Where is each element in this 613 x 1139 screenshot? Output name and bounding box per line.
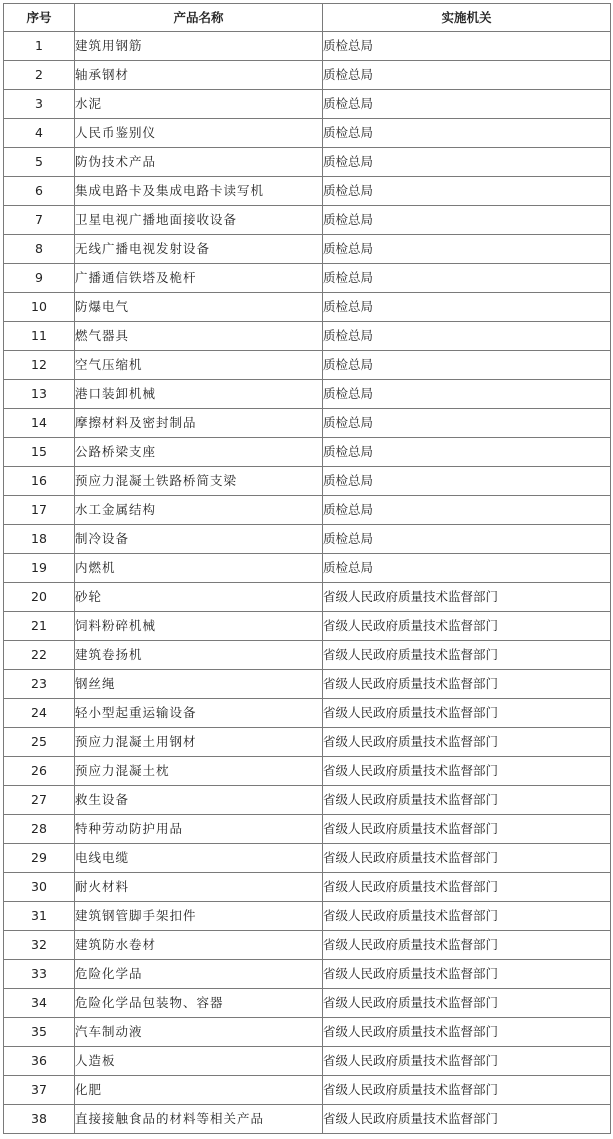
product-name-cell: 汽车制动液 <box>75 1018 323 1047</box>
serial-number-cell: 8 <box>4 235 75 264</box>
table-row <box>4 989 611 1018</box>
product-name-cell: 燃气器具 <box>75 322 323 351</box>
agency-cell: 省级人民政府质量技术监督部门 <box>323 844 611 873</box>
product-name-cell: 建筑用钢筋 <box>75 32 323 61</box>
product-name-cell: 建筑防水卷材 <box>75 931 323 960</box>
table-row <box>4 322 611 351</box>
product-name-cell: 无线广播电视发射设备 <box>75 235 323 264</box>
table-row <box>4 612 611 641</box>
agency-cell: 省级人民政府质量技术监督部门 <box>323 612 611 641</box>
agency-cell: 省级人民政府质量技术监督部门 <box>323 815 611 844</box>
serial-number-cell: 30 <box>4 873 75 902</box>
agency-cell: 质检总局 <box>323 90 611 119</box>
table-row <box>4 235 611 264</box>
agency-cell: 质检总局 <box>323 293 611 322</box>
table-row <box>4 119 611 148</box>
table-row <box>4 728 611 757</box>
product-name-cell: 摩擦材料及密封制品 <box>75 409 323 438</box>
serial-number-cell: 34 <box>4 989 75 1018</box>
agency-cell: 质检总局 <box>323 264 611 293</box>
table-row <box>4 409 611 438</box>
table-row <box>4 1047 611 1076</box>
agency-cell: 质检总局 <box>323 322 611 351</box>
agency-cell: 省级人民政府质量技术监督部门 <box>323 728 611 757</box>
serial-number-cell: 21 <box>4 612 75 641</box>
serial-number-cell: 35 <box>4 1018 75 1047</box>
table-row <box>4 902 611 931</box>
product-name-cell: 轴承钢材 <box>75 61 323 90</box>
product-table <box>3 3 611 1134</box>
table-row <box>4 264 611 293</box>
serial-number-cell: 33 <box>4 960 75 989</box>
agency-cell: 省级人民政府质量技术监督部门 <box>323 1047 611 1076</box>
table-row <box>4 670 611 699</box>
table-row <box>4 699 611 728</box>
product-name-cell: 危险化学品 <box>75 960 323 989</box>
product-name-cell: 水泥 <box>75 90 323 119</box>
serial-number-cell: 9 <box>4 264 75 293</box>
product-name-cell: 人民币鉴别仪 <box>75 119 323 148</box>
serial-number-cell: 20 <box>4 583 75 612</box>
product-name-cell: 危险化学品包装物、容器 <box>75 989 323 1018</box>
table-row <box>4 438 611 467</box>
serial-number-cell: 22 <box>4 641 75 670</box>
header-implementing-agency: 实施机关 <box>323 4 611 32</box>
agency-cell: 省级人民政府质量技术监督部门 <box>323 699 611 728</box>
serial-number-cell: 32 <box>4 931 75 960</box>
serial-number-cell: 18 <box>4 525 75 554</box>
serial-number-cell: 12 <box>4 351 75 380</box>
agency-cell: 质检总局 <box>323 380 611 409</box>
product-name-cell: 空气压缩机 <box>75 351 323 380</box>
serial-number-cell: 3 <box>4 90 75 119</box>
product-name-cell: 建筑卷扬机 <box>75 641 323 670</box>
table-row <box>4 206 611 235</box>
product-name-cell: 预应力混凝土铁路桥简支梁 <box>75 467 323 496</box>
table-row <box>4 61 611 90</box>
serial-number-cell: 1 <box>4 32 75 61</box>
product-name-cell: 钢丝绳 <box>75 670 323 699</box>
product-name-cell: 轻小型起重运输设备 <box>75 699 323 728</box>
agency-cell: 省级人民政府质量技术监督部门 <box>323 989 611 1018</box>
table-row <box>4 873 611 902</box>
agency-cell: 质检总局 <box>323 177 611 206</box>
serial-number-cell: 28 <box>4 815 75 844</box>
table-row <box>4 148 611 177</box>
header-product-name: 产品名称 <box>75 4 323 32</box>
product-name-cell: 直接接触食品的材料等相关产品 <box>75 1105 323 1134</box>
serial-number-cell: 5 <box>4 148 75 177</box>
serial-number-cell: 14 <box>4 409 75 438</box>
table-row <box>4 351 611 380</box>
table-row <box>4 1105 611 1134</box>
agency-cell: 质检总局 <box>323 496 611 525</box>
agency-cell: 质检总局 <box>323 467 611 496</box>
table-row <box>4 467 611 496</box>
agency-cell: 省级人民政府质量技术监督部门 <box>323 583 611 612</box>
table-row <box>4 931 611 960</box>
table-row <box>4 90 611 119</box>
serial-number-cell: 23 <box>4 670 75 699</box>
table-row <box>4 380 611 409</box>
agency-cell: 省级人民政府质量技术监督部门 <box>323 873 611 902</box>
table-row <box>4 1076 611 1105</box>
table-row <box>4 32 611 61</box>
serial-number-cell: 26 <box>4 757 75 786</box>
product-name-cell: 预应力混凝土枕 <box>75 757 323 786</box>
agency-cell: 质检总局 <box>323 351 611 380</box>
table-header <box>4 4 611 32</box>
serial-number-cell: 15 <box>4 438 75 467</box>
table-row <box>4 496 611 525</box>
agency-cell: 质检总局 <box>323 525 611 554</box>
serial-number-cell: 6 <box>4 177 75 206</box>
product-name-cell: 特种劳动防护用品 <box>75 815 323 844</box>
product-name-cell: 防伪技术产品 <box>75 148 323 177</box>
product-name-cell: 广播通信铁塔及桅杆 <box>75 264 323 293</box>
table-row <box>4 583 611 612</box>
serial-number-cell: 25 <box>4 728 75 757</box>
product-name-cell: 救生设备 <box>75 786 323 815</box>
serial-number-cell: 10 <box>4 293 75 322</box>
serial-number-cell: 2 <box>4 61 75 90</box>
serial-number-cell: 13 <box>4 380 75 409</box>
serial-number-cell: 7 <box>4 206 75 235</box>
table-row <box>4 554 611 583</box>
table-row <box>4 786 611 815</box>
serial-number-cell: 17 <box>4 496 75 525</box>
serial-number-cell: 27 <box>4 786 75 815</box>
product-name-cell: 耐火材料 <box>75 873 323 902</box>
agency-cell: 质检总局 <box>323 554 611 583</box>
agency-cell: 省级人民政府质量技术监督部门 <box>323 931 611 960</box>
serial-number-cell: 19 <box>4 554 75 583</box>
product-name-cell: 内燃机 <box>75 554 323 583</box>
agency-cell: 省级人民政府质量技术监督部门 <box>323 1018 611 1047</box>
agency-cell: 省级人民政府质量技术监督部门 <box>323 757 611 786</box>
table-row <box>4 757 611 786</box>
product-name-cell: 集成电路卡及集成电路卡读写机 <box>75 177 323 206</box>
product-name-cell: 建筑钢管脚手架扣件 <box>75 902 323 931</box>
header-row <box>4 4 611 32</box>
agency-cell: 省级人民政府质量技术监督部门 <box>323 1105 611 1134</box>
product-name-cell: 电线电缆 <box>75 844 323 873</box>
table-row <box>4 293 611 322</box>
product-name-cell: 预应力混凝土用钢材 <box>75 728 323 757</box>
table-row <box>4 960 611 989</box>
serial-number-cell: 16 <box>4 467 75 496</box>
serial-number-cell: 38 <box>4 1105 75 1134</box>
product-name-cell: 港口装卸机械 <box>75 380 323 409</box>
table-row <box>4 525 611 554</box>
agency-cell: 质检总局 <box>323 409 611 438</box>
agency-cell: 省级人民政府质量技术监督部门 <box>323 902 611 931</box>
table-row <box>4 1018 611 1047</box>
agency-cell: 省级人民政府质量技术监督部门 <box>323 1076 611 1105</box>
table-body <box>4 32 611 1134</box>
header-serial-number: 序号 <box>4 4 75 32</box>
serial-number-cell: 36 <box>4 1047 75 1076</box>
serial-number-cell: 29 <box>4 844 75 873</box>
serial-number-cell: 31 <box>4 902 75 931</box>
product-name-cell: 防爆电气 <box>75 293 323 322</box>
product-name-cell: 卫星电视广播地面接收设备 <box>75 206 323 235</box>
agency-cell: 省级人民政府质量技术监督部门 <box>323 641 611 670</box>
table-row <box>4 641 611 670</box>
serial-number-cell: 37 <box>4 1076 75 1105</box>
product-name-cell: 饲料粉碎机械 <box>75 612 323 641</box>
agency-cell: 省级人民政府质量技术监督部门 <box>323 670 611 699</box>
product-name-cell: 公路桥梁支座 <box>75 438 323 467</box>
serial-number-cell: 24 <box>4 699 75 728</box>
agency-cell: 省级人民政府质量技术监督部门 <box>323 960 611 989</box>
product-name-cell: 人造板 <box>75 1047 323 1076</box>
product-name-cell: 化肥 <box>75 1076 323 1105</box>
agency-cell: 质检总局 <box>323 148 611 177</box>
agency-cell: 省级人民政府质量技术监督部门 <box>323 786 611 815</box>
table-row <box>4 177 611 206</box>
table-row <box>4 844 611 873</box>
agency-cell: 质检总局 <box>323 61 611 90</box>
agency-cell: 质检总局 <box>323 206 611 235</box>
serial-number-cell: 4 <box>4 119 75 148</box>
serial-number-cell: 11 <box>4 322 75 351</box>
product-name-cell: 砂轮 <box>75 583 323 612</box>
agency-cell: 质检总局 <box>323 438 611 467</box>
product-name-cell: 制冷设备 <box>75 525 323 554</box>
product-name-cell: 水工金属结构 <box>75 496 323 525</box>
table-row <box>4 815 611 844</box>
agency-cell: 质检总局 <box>323 235 611 264</box>
agency-cell: 质检总局 <box>323 119 611 148</box>
agency-cell: 质检总局 <box>323 32 611 61</box>
